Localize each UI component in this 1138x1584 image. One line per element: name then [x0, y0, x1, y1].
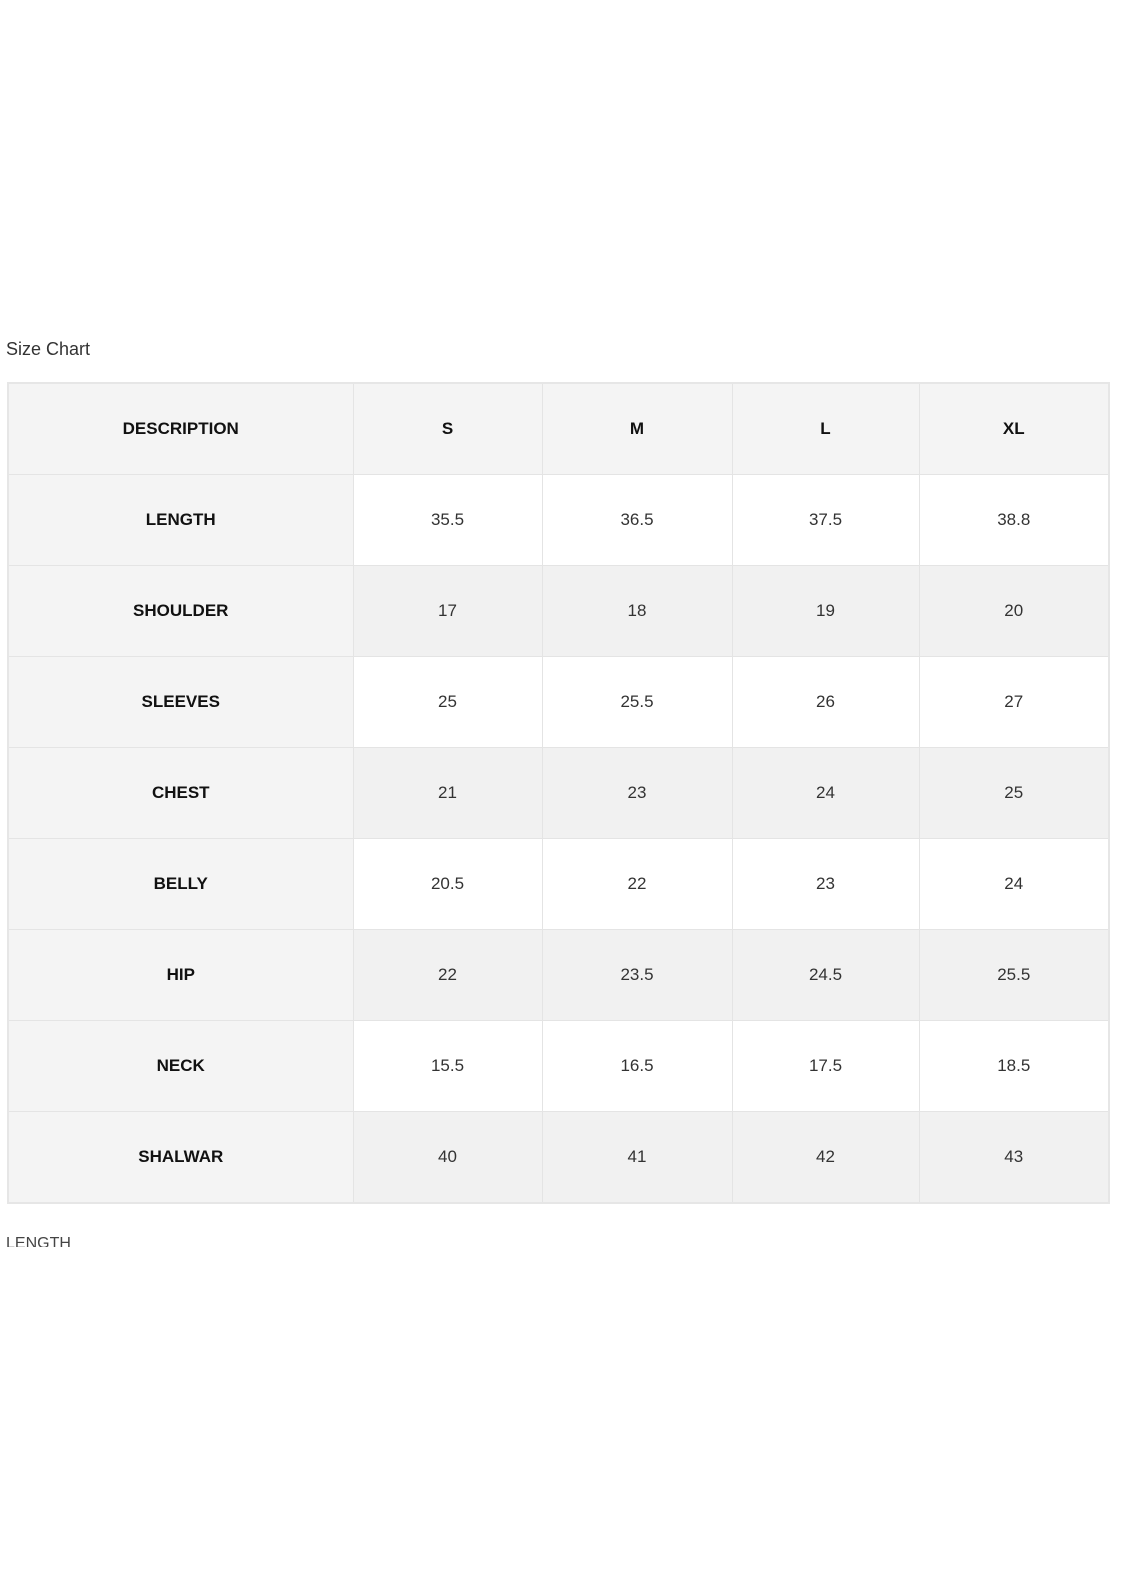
header-size-l: L: [732, 383, 919, 475]
cell-value: 23: [542, 748, 732, 839]
cell-value: 35.5: [353, 475, 542, 566]
cell-value: 17: [353, 566, 542, 657]
header-size-m: M: [542, 383, 732, 475]
cell-value: 24.5: [732, 930, 919, 1021]
cell-value: 41: [542, 1112, 732, 1204]
cell-value: 42: [732, 1112, 919, 1204]
row-label: CHEST: [8, 748, 353, 839]
cell-value: 38.8: [919, 475, 1109, 566]
row-label: SHALWAR: [8, 1112, 353, 1204]
cell-value: 25.5: [919, 930, 1109, 1021]
table-row: [8, 1112, 1109, 1204]
cell-value: 15.5: [353, 1021, 542, 1112]
header-size-xl: XL: [919, 383, 1109, 475]
size-chart-title: Size Chart: [6, 339, 91, 359]
cell-value: 22: [542, 839, 732, 930]
cell-value: 26: [732, 657, 919, 748]
table-row: [8, 475, 1109, 566]
cell-value: 27: [919, 657, 1109, 748]
row-label: NECK: [8, 1021, 353, 1112]
cell-value: 18: [542, 566, 732, 657]
table-row: [8, 657, 1109, 748]
header-size-s: S: [353, 383, 542, 475]
cell-value: 22: [353, 930, 542, 1021]
cell-value: 24: [919, 839, 1109, 930]
row-label: SLEEVES: [8, 657, 353, 748]
table-row: [8, 1021, 1109, 1112]
header-description: DESCRIPTION: [8, 383, 353, 475]
cell-value: 23: [732, 839, 919, 930]
cell-value: 25.5: [542, 657, 732, 748]
cell-value: 23.5: [542, 930, 732, 1021]
table-row: [8, 930, 1109, 1021]
row-label: HIP: [8, 930, 353, 1021]
cell-value: 20: [919, 566, 1109, 657]
cell-value: 20.5: [353, 839, 542, 930]
cell-value: 16.5: [542, 1021, 732, 1112]
row-label: BELLY: [8, 839, 353, 930]
cell-value: 37.5: [732, 475, 919, 566]
table-header-row: [8, 383, 1109, 475]
table-row: [8, 748, 1109, 839]
table-row: [8, 566, 1109, 657]
cell-value: 19: [732, 566, 919, 657]
cell-value: 40: [353, 1112, 542, 1204]
row-label: SHOULDER: [8, 566, 353, 657]
cut-off-heading: LENGTH: [6, 1235, 71, 1247]
cell-value: 25: [919, 748, 1109, 839]
table-row: [8, 839, 1109, 930]
size-chart-table: [7, 382, 1110, 1204]
cell-value: 18.5: [919, 1021, 1109, 1112]
cell-value: 36.5: [542, 475, 732, 566]
row-label: LENGTH: [8, 475, 353, 566]
cell-value: 25: [353, 657, 542, 748]
cell-value: 43: [919, 1112, 1109, 1204]
cell-value: 21: [353, 748, 542, 839]
cell-value: 17.5: [732, 1021, 919, 1112]
cell-value: 24: [732, 748, 919, 839]
